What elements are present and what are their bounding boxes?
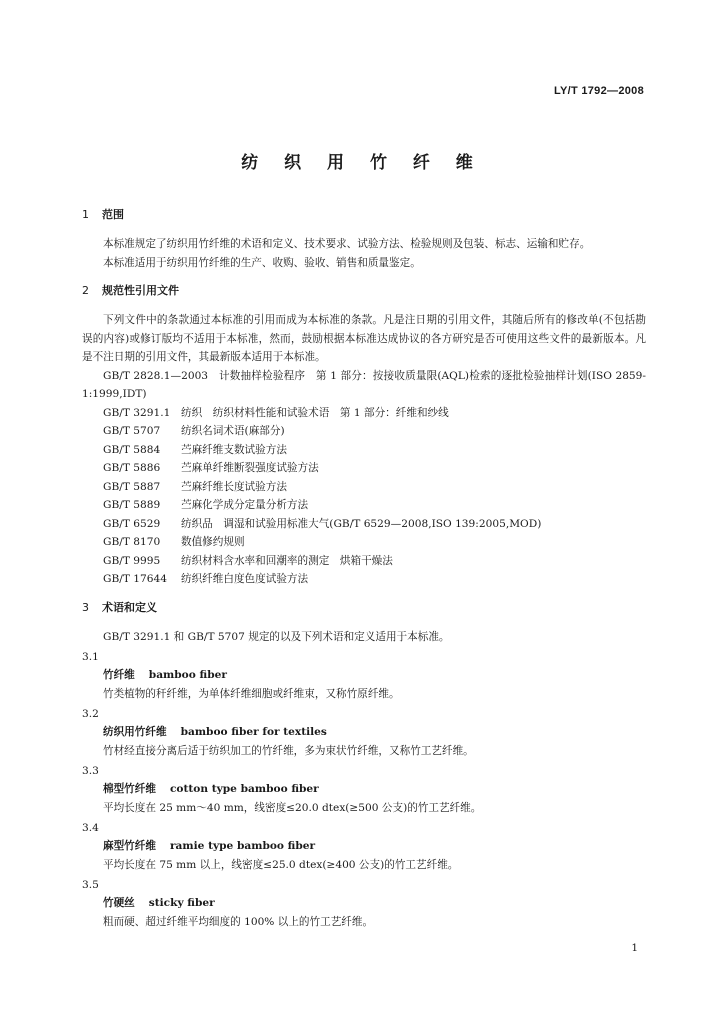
document-body — [82, 205, 646, 931]
reference-title: 纺织纤维白度色度试验方法 — [181, 573, 309, 585]
reference-title: 纺织名词术语(麻部分) — [181, 425, 285, 437]
reference-code: GB/T 5889 — [103, 499, 161, 511]
reference-title: 苎麻单纤维断裂强度试验方法 — [181, 462, 319, 474]
term-3-2 — [82, 705, 646, 760]
term-3-5 — [82, 876, 646, 931]
reference-title: 纺织材料含水率和回潮率的测定 烘箱干燥法 — [181, 554, 393, 567]
reference-code: GB/T 5884 — [103, 443, 161, 456]
section-title: 术语和定义 — [102, 600, 157, 614]
reference-item — [82, 441, 646, 460]
reference-code: GB/T 6529 — [103, 517, 161, 530]
reference-item — [82, 570, 646, 589]
reference-code: GB/T 8170 — [103, 536, 161, 548]
term-name — [82, 837, 646, 856]
section-title: 规范性引用文件 — [102, 284, 179, 297]
term-name — [82, 780, 646, 799]
section-1-heading — [82, 205, 646, 225]
term-name-en: bamboo fiber for textiles — [180, 726, 327, 738]
term-definition: 竹材经直接分离后适于纺织加工的竹纤维，多为束状竹纤维，又称竹工艺纤维。 — [103, 744, 474, 757]
term-number: 3.2 — [82, 708, 99, 720]
term-name-zh: 棉型竹纤维 — [103, 783, 156, 795]
term-name-zh: 麻型竹纤维 — [103, 840, 156, 852]
reference-code: GB/T 17644 — [103, 573, 167, 585]
reference-list — [82, 404, 646, 589]
section-number: 1 — [82, 208, 89, 221]
reference-item — [82, 515, 646, 534]
reference-item — [82, 533, 646, 552]
term-name-en: ramie type bamboo fiber — [169, 840, 316, 852]
term-definition: 平均长度在 25 mm～40 mm，线密度≤20.0 dtex(≥500 公支)的竹工艺纤维。 — [103, 801, 482, 814]
term-3-3 — [82, 762, 646, 817]
scope-paragraph-1: 本标准规定了纺织用竹纤维的术语和定义、技术要求、试验方法、检验规则及包装、标志、运输和贮存。 — [103, 238, 591, 250]
page-number: 1 — [631, 942, 638, 954]
term-name-zh: 竹纤维 — [103, 669, 135, 681]
term-name-en: bamboo fiber — [148, 669, 227, 681]
reference-title: 纺织 纺织材料性能和试验术语 第 1 部分：纤维和纱线 — [181, 406, 449, 419]
term-number: 3.4 — [82, 822, 99, 834]
reference-item-gbt2828: GB/T 2828.1—2003 计数抽样检验程序 第 1 部分：按接收质量限(AQL)检索的逐批检验抽样计划(ISO 2859-1:1999,IDT) — [82, 369, 646, 400]
term-number: 3.1 — [82, 651, 99, 663]
references-intro: 下列文件中的条款通过本标准的引用而成为本标准的条款。凡是注日期的引用文件，其随后所有的修改单(不包括勘误的内容)或修订版均不适用于本标准，然而，鼓励根据本标准达成协议的各方研究是否可使用这些文件的最新版本。凡是不注日期的引用文件，其最新版本适用于本标准。 — [82, 314, 646, 363]
section-number: 2 — [82, 284, 89, 297]
terms-intro: GB/T 3291.1 和 GB/T 5707 规定的以及下列术语和定义适用于本标准。 — [103, 630, 450, 643]
term-definition: 平均长度在 75 mm 以上，线密度≤25.0 dtex(≥400 公支)的竹工艺纤维。 — [103, 858, 459, 871]
scope-paragraph-2: 本标准适用于纺织用竹纤维的生产、收购、验收、销售和质量鉴定。 — [103, 256, 421, 269]
reference-title: 数值修约规则 — [181, 536, 245, 548]
section-title: 范围 — [102, 208, 124, 221]
section-3-heading — [82, 598, 646, 618]
term-number: 3.3 — [82, 765, 99, 777]
reference-item — [82, 459, 646, 478]
section-number: 3 — [82, 600, 89, 614]
reference-code: GB/T 5707 — [103, 425, 161, 437]
term-number: 3.5 — [82, 879, 99, 891]
reference-code: GB/T 3291.1 — [103, 406, 171, 419]
term-3-4 — [82, 819, 646, 874]
term-name — [82, 894, 646, 913]
term-3-1 — [82, 648, 646, 703]
term-name-zh: 纺织用竹纤维 — [103, 726, 167, 738]
term-name — [82, 723, 646, 742]
document-title: 纺 织 用 竹 纤 维 — [241, 153, 483, 173]
term-name-en: sticky fiber — [148, 897, 215, 909]
reference-title: 纺织品 调湿和试验用标准大气(GB/T 6529—2008,ISO 139:2005,MOD) — [181, 517, 542, 530]
term-name — [82, 666, 646, 685]
reference-code: GB/T 9995 — [103, 554, 161, 567]
section-2-heading — [82, 281, 646, 301]
standard-code: LY/T 1792—2008 — [553, 85, 644, 97]
term-name-zh: 竹硬丝 — [103, 897, 135, 909]
reference-title: 苎麻纤维长度试验方法 — [181, 480, 287, 493]
term-definition: 竹类植物的秆纤维，为单体纤维细胞或纤维束，又称竹原纤维。 — [103, 687, 400, 700]
reference-item — [82, 552, 646, 571]
term-name-en: cotton type bamboo fiber — [169, 783, 319, 795]
term-definition: 粗而硬、超过纤维平均细度的 100% 以上的竹工艺纤维。 — [103, 915, 374, 928]
reference-item — [82, 496, 646, 515]
reference-code: GB/T 5887 — [103, 480, 161, 493]
reference-item — [82, 404, 646, 423]
reference-title: 苎麻纤维支数试验方法 — [181, 443, 287, 456]
reference-item — [82, 422, 646, 441]
reference-code: GB/T 5886 — [103, 462, 161, 474]
reference-title: 苎麻化学成分定量分析方法 — [181, 499, 309, 511]
reference-item — [82, 478, 646, 497]
